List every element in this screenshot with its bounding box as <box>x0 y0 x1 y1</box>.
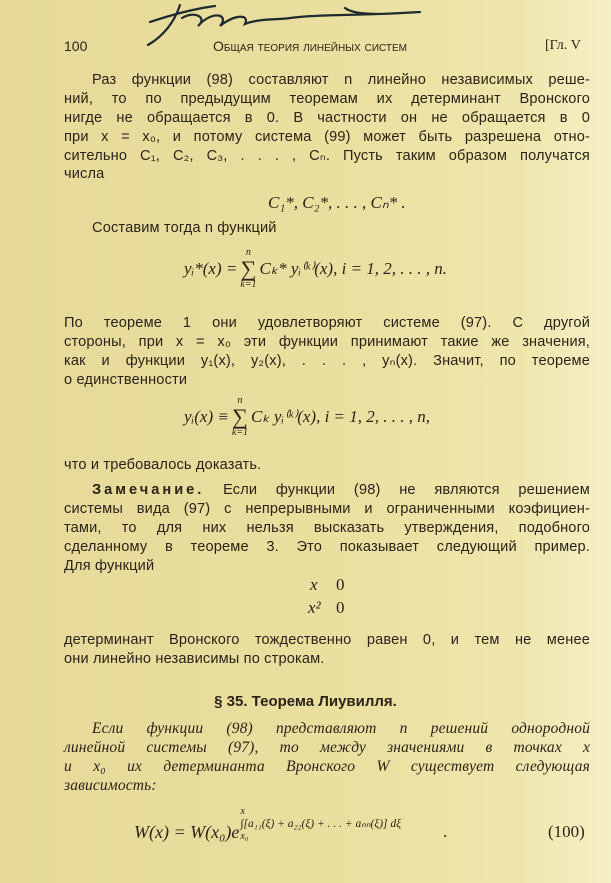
page-number: 100 <box>64 38 88 54</box>
theorem-line: линейной системы (97), то между значениями в точках x <box>64 739 590 756</box>
text-line: По теореме 1 они удовлетворяют системе (97). С другой <box>64 315 590 331</box>
text-line: что и требовалось доказать. <box>64 457 262 473</box>
formula-lhs: W(x) = W(x₀)e <box>134 822 240 842</box>
theorem-line: зависимость: <box>64 777 157 794</box>
equation-number: (100) <box>548 822 585 841</box>
formula-rhs: Cₖ yᵢ⁽ᵏ⁾(x), i = 1, 2, . . . , n, <box>251 407 431 426</box>
exponent: ∫[a₁₁(ξ) + a₂₂(ξ) + . . . + aₙₙ(ξ)] dξ <box>240 818 402 830</box>
summation <box>240 248 256 290</box>
text-line: сительно C₁, C₂, C₃, . . . , Cₙ. Пусть таким образом получатся <box>64 148 590 164</box>
formula-liouville <box>134 806 401 842</box>
theorem-line: Если функции (98) представляют n решений однородной <box>92 720 590 737</box>
sum-upper: n <box>237 395 243 406</box>
text-line: тами, то для них нельзя высказать утверждения, подобного <box>64 520 590 536</box>
exponent-block <box>240 806 401 842</box>
formula-constants: C₁*, C₂*, . . . , Cₙ* . <box>268 193 406 212</box>
sum-upper: n <box>245 247 251 258</box>
section-title: § 35. Теорема Лиувилля. <box>214 693 397 710</box>
text-line: сделанному в теореме 3. Это показывает следующий пример. <box>64 539 590 555</box>
text-line: системы вида (97) с непрерывными и ограниченными коэфициен- <box>64 501 590 517</box>
matrix-cell: x <box>310 575 318 594</box>
text-line: ний, то по предыдущим теоремам их детерминант Вронского <box>64 91 590 107</box>
text-line: нигде не обращается в 0. В частности он не обращается в 0 <box>64 110 590 126</box>
integral-upper-limit: x <box>240 806 245 817</box>
summation <box>232 396 248 438</box>
running-title: Общая теория линейных систем <box>213 38 408 54</box>
text-line: Для функций <box>64 558 155 574</box>
text-fragment: Если функции (98) не являются решением <box>223 482 590 498</box>
formula-yi <box>184 396 430 438</box>
theorem-line: и x₀ их детерминанта Вронского W существует следующая <box>64 758 590 775</box>
text-line: как и функции y₁(x), y₂(x), . . . , yₙ(x). Значит, по теореме <box>64 353 590 369</box>
formula-end-dot: . <box>443 822 448 841</box>
formula-lhs: yᵢ(x) ≡ <box>184 407 229 426</box>
sum-icon: ∑ <box>240 256 257 281</box>
chapter-label: [Гл. V <box>545 38 581 53</box>
text-line: числа <box>64 166 105 182</box>
remark-label: Замечание. <box>92 482 205 498</box>
matrix-cell: x² <box>308 598 321 617</box>
text-line: о единственности <box>64 372 188 388</box>
sum-lower: k=1 <box>240 279 257 290</box>
integral-lower-limit: x₀ <box>240 831 249 842</box>
sum-icon: ∑ <box>232 404 248 429</box>
formula-rhs: Cₖ* yᵢ⁽ᵏ⁾(x), i = 1, 2, . . . , n. <box>259 259 448 278</box>
sum-lower: k=1 <box>231 427 249 438</box>
text-line: они линейно независимы по строкам. <box>64 651 325 667</box>
matrix-cell: 0 <box>336 575 345 594</box>
matrix-cell: 0 <box>336 598 345 617</box>
text-line: стороны, при x = x₀ эти функции принимают такие же значения, <box>64 334 590 350</box>
text-line: при x = x₀, и потому система (99) может быть разрешена отно- <box>64 129 590 145</box>
text-line: Раз функции (98) составляют n линейно независимых реше- <box>92 72 590 88</box>
formula-yi-star <box>184 248 447 290</box>
remark-first-line <box>92 481 590 499</box>
text-line: детерминант Вронского тождественно равен 0, и тем не менее <box>64 632 590 648</box>
text-line: Составим тогда n функций <box>92 220 277 236</box>
formula-lhs: yᵢ*(x) = <box>184 259 238 278</box>
